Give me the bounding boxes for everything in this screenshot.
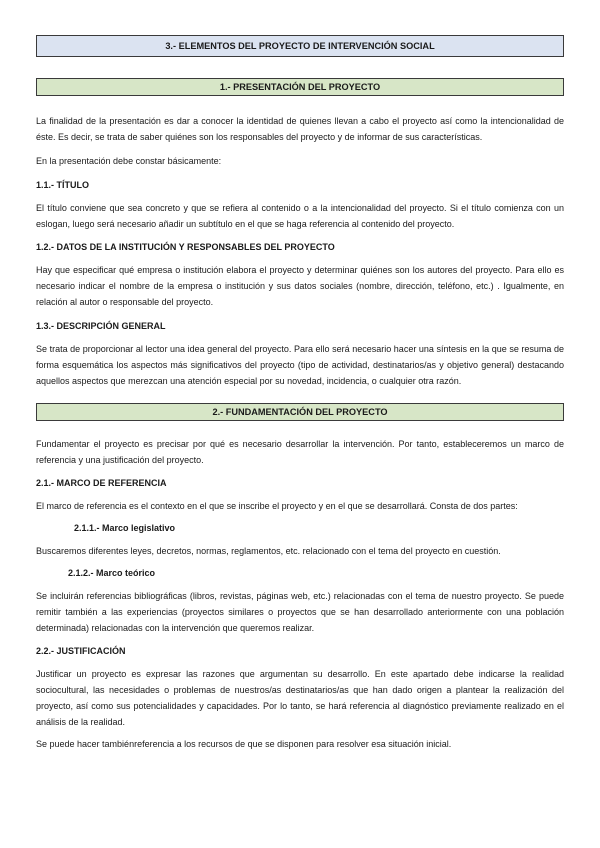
paragraph-titulo: El título conviene que sea concreto y que se refiera al contenido o a la intencionalidad del proyecto. Si el título comienza con un eslogan, luego será necesario añadir un subtítulo en el que se haga referencia al contenido del proyecto.	[36, 202, 564, 229]
subheading-descripcion-general: 1.3.- DESCRIPCIÓN GENERAL	[36, 320, 166, 331]
subheading-marco-teorico: 2.1.2.- Marco teórico	[68, 568, 156, 579]
paragraph-marco-teorico: Se incluirán referencias bibliográficas (libros, revistas, páginas web, etc.) relacionadas con el tema de nuestro proyecto. Se puede remitir también a las experiencias (proyectos similares o proyectos que se han desarrollado anteriormente con una población determinada) relacionadas con la intervención que queremos realizar.	[36, 591, 564, 634]
paragraph-descripcion-general: Se trata de proporcionar al lector una idea general del proyecto. Para ello será necesario hacer una síntesis en la que se resuma de forma esquemática los aspectos más significativos del proyecto (tipo de actividad, destinatarios/as y objetivo general) destacando aquellos aspectos que merezcan una atención especial por su novedad, incidencia, o cualquier otra razón.	[36, 343, 564, 387]
paragraph-marco-referencia: El marco de referencia es el contexto en el que se inscribe el proyecto y en el que se desarrollará. Consta de dos partes:	[36, 500, 518, 511]
subheading-justificacion: 2.2.- JUSTIFICACIÓN	[36, 645, 126, 656]
paragraph-justificacion: Justificar un proyecto es expresar las razones que argumentan su desarrollo. En este apartado debe indicarse la realidad sociocultural, las necesidades o problemas de nuestros/as destinatarios/as que han dado origen a plantear la realización del proyecto, así como sus potencialidades y capacidades. Por lo tanto, se hará referencia al diagnóstico previamente realizado en el análisis de la realidad.	[36, 668, 564, 728]
paragraph-presentacion-lead: En la presentación debe constar básicamente:	[36, 156, 222, 167]
subheading-datos-institucion: 1.2.- DATOS DE LA INSTITUCIÓN Y RESPONSABLES DEL PROYECTO	[36, 242, 335, 253]
paragraph-datos-institucion: Hay que especificar qué empresa o institución elabora el proyecto y determinar quiénes son los autores del proyecto. Para ello es necesario indicar el nombre de la empresa o institución y sus datos sociales (nombre, dirección, teléfono, etc.) . Igualmente, en relación al autor o responsable del proyecto.	[36, 265, 564, 308]
paragraph-presentacion-intro: La finalidad de la presentación es dar a conocer la identidad de quienes llevan a cabo el proyecto así como la intencionalidad de éste. Es decir, se trata de saber quiénes son los responsables del proyecto y de informar de sus características.	[36, 116, 564, 143]
paragraph-fundamentacion-intro: Fundamentar el proyecto es precisar por qué es necesario desarrollar la intervención. Por tanto, estableceremos un marco de referencia y una justificación del proyecto.	[36, 439, 564, 466]
subheading-marco-legislativo: 2.1.1.- Marco legislativo	[74, 522, 176, 533]
section-heading-fundamentacion: 2.- FUNDAMENTACIÓN DEL PROYECTO	[36, 403, 564, 421]
document-title: 3.- ELEMENTOS DEL PROYECTO DE INTERVENCIÓN SOCIAL	[36, 35, 564, 57]
subheading-marco-referencia: 2.1.- MARCO DE REFERENCIA	[36, 477, 167, 488]
paragraph-marco-legislativo: Buscaremos diferentes leyes, decretos, normas, reglamentos, etc. relacionado con el tema del proyecto en cuestión.	[36, 545, 501, 556]
paragraph-justificacion-recursos: Se puede hacer tambiénreferencia a los recursos de que se disponen para resolver esa situación inicial.	[36, 739, 452, 750]
subheading-titulo: 1.1.- TÍTULO	[36, 179, 90, 190]
section-heading-presentacion: 1.- PRESENTACIÓN DEL PROYECTO	[36, 78, 564, 96]
